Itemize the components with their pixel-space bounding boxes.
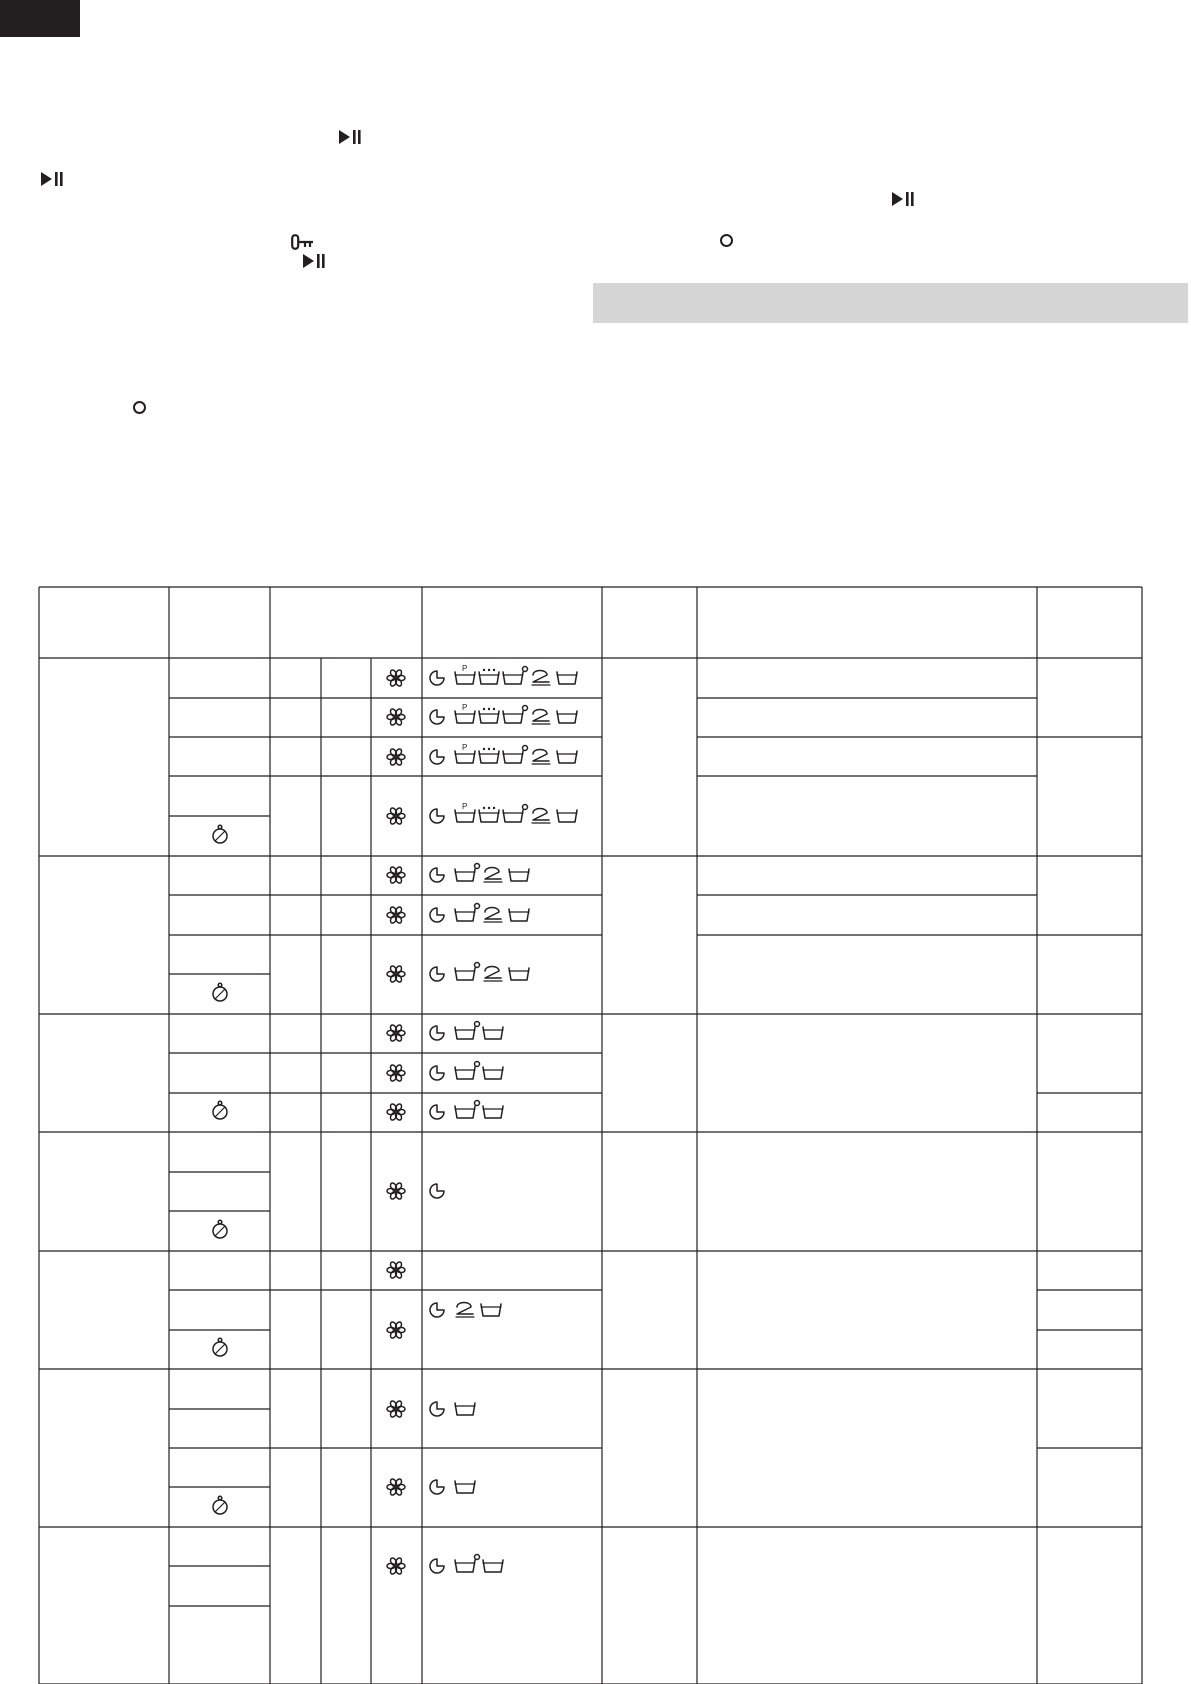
spin-icon [456,1303,474,1318]
flower-icon [387,866,405,884]
section-heading-band [593,283,1188,323]
svg-text:P: P [462,743,468,752]
drain-icon [557,810,577,822]
drain-icon [455,1403,475,1415]
prewash-icon [455,703,475,723]
rinse-icon [455,904,480,922]
rinse-icon [455,1101,480,1119]
key-icon [291,234,315,255]
spin-icon [532,809,550,824]
stage-icons [430,1184,444,1198]
flower-icon [387,965,405,983]
stage-icons [430,743,577,764]
timer-icon [430,1480,444,1494]
timer-icon [430,809,444,823]
timer-icon [430,750,444,764]
timer-icon [430,868,444,882]
svg-text:P: P [462,703,468,712]
stage-icons [430,664,577,685]
flower-icon [387,748,405,766]
stage-icons [430,703,577,724]
rinse-icon [455,1555,480,1573]
drain-icon [481,1304,501,1316]
flower-icon [387,1182,405,1200]
rinse-icon [503,746,528,764]
main_wash-icon [479,807,499,822]
rinse-icon [455,1062,480,1080]
rinse-icon [503,667,528,685]
drain-icon [483,1106,503,1118]
spin-icon [484,868,502,883]
drain-icon [557,711,577,723]
page-number-tab [0,0,80,37]
stage-icons [430,1101,503,1120]
drain-icon [557,672,577,684]
flower-icon [387,708,405,726]
no-spin-icon [213,1101,227,1119]
spin-icon [484,908,502,923]
drain-icon [509,869,529,881]
rinse-icon [455,1022,480,1040]
timer-icon [430,1066,444,1080]
flower-icon [387,1261,405,1279]
stage-icons [430,1555,503,1574]
flower-icon [387,669,405,687]
play-pause-icon [40,171,64,187]
timer-icon [430,1559,444,1573]
on-off-circle-icon [133,401,146,414]
timer-icon [430,1026,444,1040]
flower-icon [387,1478,405,1496]
rinse-icon [455,963,480,981]
rinse-icon [455,864,480,882]
timer-icon [430,671,444,685]
prewash-icon [455,743,475,763]
play-pause-icon [891,191,915,207]
drain-icon [509,968,529,980]
flower-icon [387,1103,405,1121]
timer-icon [430,1105,444,1119]
main_wash-icon [479,708,499,723]
flower-icon [387,1064,405,1082]
flower-icon [387,1024,405,1042]
stage-icons [430,1303,501,1318]
stage-icons [430,963,529,982]
flower-icon [387,906,405,924]
programme-table-grid [39,587,1150,1684]
main_wash-icon [479,748,499,763]
stage-icons [430,904,529,923]
spin-icon [532,671,550,686]
drain-icon [483,1067,503,1079]
main_wash-icon [479,669,499,684]
spin-icon [484,967,502,982]
spin-icon [532,750,550,765]
stage-icons [430,864,529,883]
flower-icon [387,807,405,825]
drain-icon [509,909,529,921]
drain-icon [483,1027,503,1039]
timer-icon [430,1303,444,1317]
prewash-icon [455,664,475,684]
drain-icon [455,1481,475,1493]
no-spin-icon [213,825,227,843]
flower-icon [387,1400,405,1418]
rinse-icon [503,706,528,724]
timer-icon [430,1402,444,1416]
timer-icon [430,908,444,922]
stage-icons [430,802,577,823]
drain-icon [483,1560,503,1572]
no-spin-icon [213,1220,227,1238]
play-pause-icon [302,253,326,269]
flower-icon [387,1557,405,1575]
no-spin-icon [213,1496,227,1514]
prewash-icon [455,802,475,822]
on-off-circle-icon [720,234,733,247]
stage-icons [430,1480,475,1494]
svg-text:P: P [462,802,468,811]
timer-icon [430,1184,444,1198]
rinse-icon [503,805,528,823]
drain-icon [557,751,577,763]
spin-icon [532,710,550,725]
stage-icons [430,1022,503,1041]
svg-text:P: P [462,664,468,673]
stage-icons [430,1062,503,1081]
no-spin-icon [213,983,227,1001]
play-pause-icon [338,129,362,145]
timer-icon [430,710,444,724]
no-spin-icon [213,1338,227,1356]
flower-icon [387,1321,405,1339]
stage-icons [430,1402,475,1416]
programme-table [39,587,1150,1684]
timer-icon [430,967,444,981]
